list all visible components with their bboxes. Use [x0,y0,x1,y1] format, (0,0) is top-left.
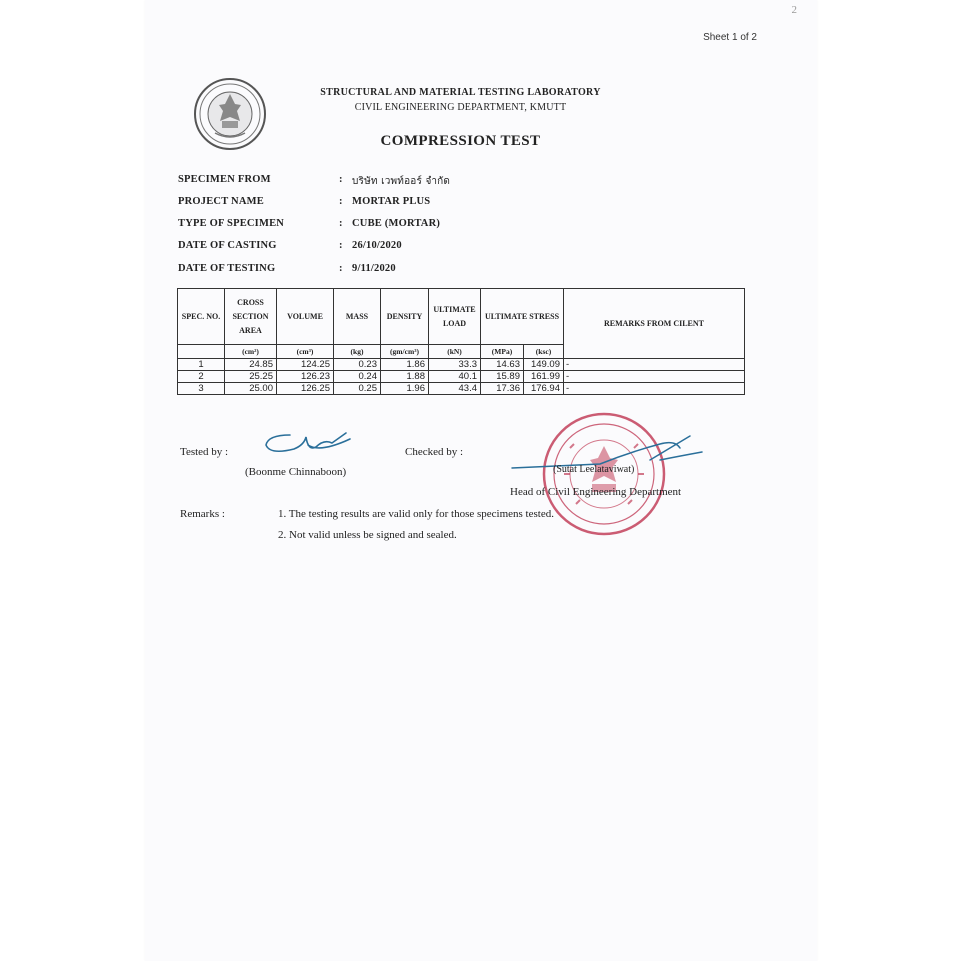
cell-area: 25.25 [225,371,277,383]
unit-stress-ksc: (ksc) [524,345,564,359]
cell-remark: - [564,359,745,371]
info-value: 9/11/2020 [352,263,396,274]
cell-stress-ksc: 161.99 [524,371,564,383]
info-label: SPECIMEN FROM [178,174,271,185]
cell-remark: - [564,383,745,395]
cell-density: 1.88 [381,371,429,383]
test-title: COMPRESSION TEST [380,133,541,149]
header-ultimate-load: ULTIMATE LOAD [429,289,481,345]
tester-signature-icon [260,425,355,465]
header-remarks-from-client: REMARKS FROM CILENT [564,289,745,359]
unit-load: (kN) [429,345,481,359]
unit-density: (gm/cm³) [381,345,429,359]
header-mass: MASS [334,289,381,345]
cell-stress-mpa: 17.36 [481,383,524,395]
info-label: PROJECT NAME [178,196,264,207]
table-row [178,359,745,371]
unit-volume: (cm³) [277,345,334,359]
tester-name: (Boonme Chinnaboon) [245,466,347,478]
results-table [177,288,745,395]
table-row [178,371,745,383]
cell-load: 33.3 [429,359,481,371]
lab-name: STRUCTURAL AND MATERIAL TESTING LABORATORY [320,87,601,98]
header-cross-section-area: CROSS SECTION AREA [225,289,277,345]
unit-spec [178,345,225,359]
cell-remark: - [564,371,745,383]
cell-mass: 0.23 [334,359,381,371]
info-value: CUBE (MORTAR) [352,218,441,229]
remarks-label: Remarks : [180,508,225,520]
cell-stress-ksc: 176.94 [524,383,564,395]
cell-area: 24.85 [225,359,277,371]
document-page: 2 Sheet 1 of 2 STRUCTURAL AND MATERIAL TESTING LABORATORY CIVIL ENGINEERING DEPARTMENT, KMUTT COMPRESSION TEST SPECIMEN FROM : บริษัท เวพท์ออร์ จำกัด PROJECT NAME : MORTAR PLUS TYPE OF SPECIMEN : CUBE (MORTAR) DATE OF CASTING : 26/10/2020 DATE OF TESTING : 9/11/2020 SPEC. NO. CROSS SECTION AREA VOLUME MASS DENSITY ULTIMATE LOAD ULTIMATE STRESS REMARKS FROM CILENT (cm²) (cm³) (kg) (gm/cm³) (kN) (MPa) (ksc) 1 24.85 124.25 0.23 1.86 33.3 14.63 149.09 - 2 25.25 126.23 0.24 1.88 40.1 15.89 161.99 - 3 25.00 126.25 0.25 1.96 43.4 17.36 176.94 - Tested by : (Boonme Chinnaboon) Checked by : (Sutat Leelataviwat) Head of Civil Engineering Department Remarks : 1. The testing results are valid only for those specimens tested. 2. Not valid unless be signed and sealed. [145,0,817,961]
cell-spec: 2 [178,371,225,383]
cell-stress-mpa: 15.89 [481,371,524,383]
remark-item: 2. Not valid unless be signed and sealed. [278,529,457,541]
cell-spec: 1 [178,359,225,371]
info-value: 26/10/2020 [352,240,402,251]
page-corner-mark: 2 [791,4,797,16]
cell-volume: 126.23 [277,371,334,383]
info-value: บริษัท เวพท์ออร์ จำกัด [352,176,451,187]
cell-stress-ksc: 149.09 [524,359,564,371]
checker-name: (Sutat Leelataviwat) [553,464,635,475]
info-label: TYPE OF SPECIMEN [178,218,285,229]
cell-volume: 126.25 [277,383,334,395]
cell-mass: 0.24 [334,371,381,383]
info-value: MORTAR PLUS [352,196,431,207]
header-spec-no: SPEC. NO. [178,289,225,345]
cell-mass: 0.25 [334,383,381,395]
header-volume: VOLUME [277,289,334,345]
cell-load: 40.1 [429,371,481,383]
sheet-number: Sheet 1 of 2 [703,32,757,43]
header-ultimate-stress: ULTIMATE STRESS [481,289,564,345]
cell-area: 25.00 [225,383,277,395]
remark-item: 1. The testing results are valid only for those specimens tested. [278,508,554,520]
unit-stress-mpa: (MPa) [481,345,524,359]
department-name: CIVIL ENGINEERING DEPARTMENT, KMUTT [354,102,567,113]
cell-density: 1.96 [381,383,429,395]
cell-load: 43.4 [429,383,481,395]
cell-density: 1.86 [381,359,429,371]
header-density: DENSITY [381,289,429,345]
unit-mass: (kg) [334,345,381,359]
checker-title: Head of Civil Engineering Department [510,486,682,498]
cell-stress-mpa: 14.63 [481,359,524,371]
cell-volume: 124.25 [277,359,334,371]
info-label: DATE OF CASTING [178,240,277,251]
table-row [178,383,745,395]
info-label: DATE OF TESTING [178,263,276,274]
checked-by-label: Checked by : [405,446,464,458]
cell-spec: 3 [178,383,225,395]
tested-by-label: Tested by : [180,446,229,458]
unit-area: (cm²) [225,345,277,359]
